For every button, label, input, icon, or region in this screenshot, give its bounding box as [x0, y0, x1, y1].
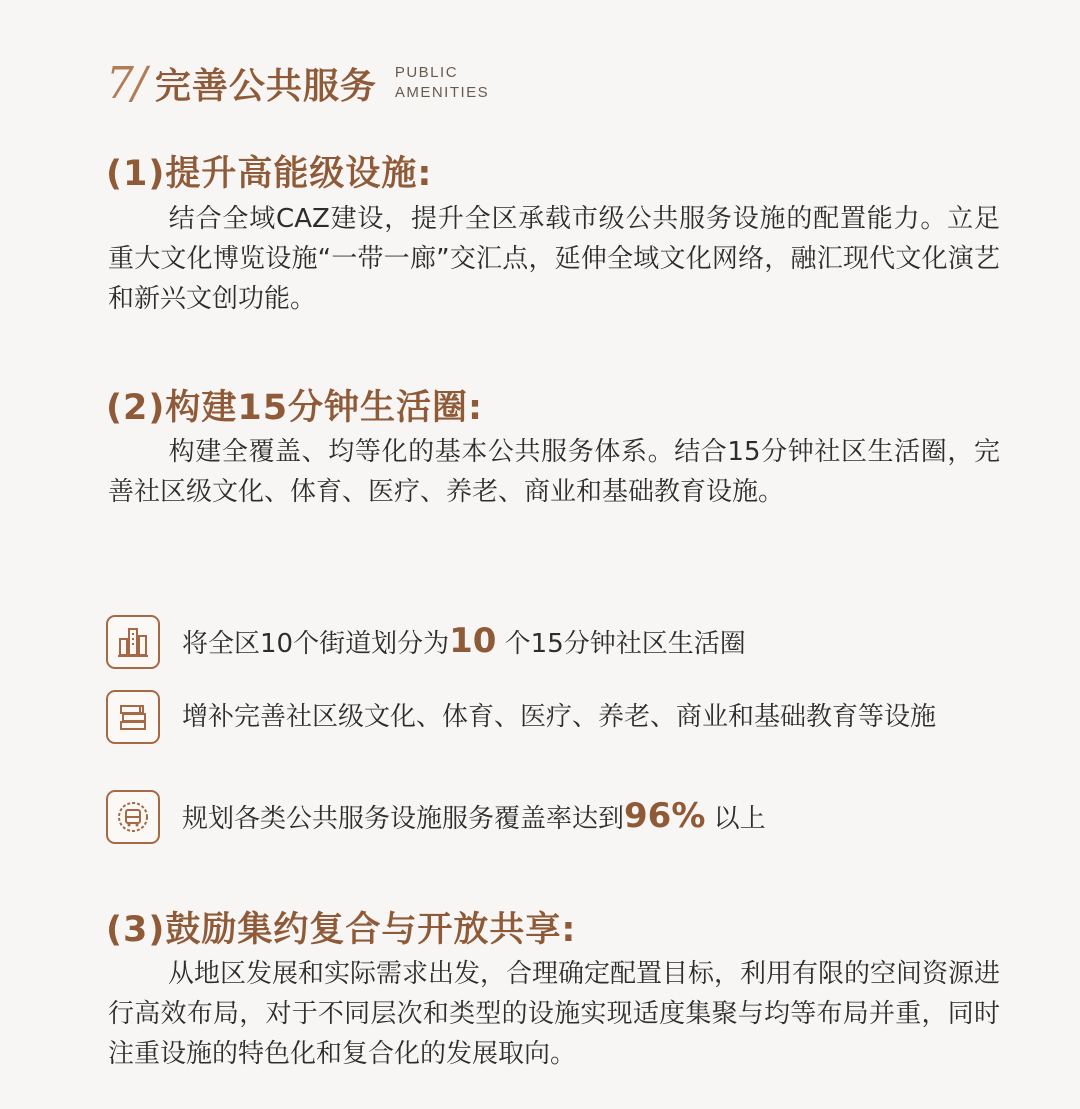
bullet-item-facilities — [106, 690, 1006, 744]
subsection-1-body — [108, 199, 1000, 319]
subsection-3-text: 从地区发展和实际需求出发，合理确定配置目标，利用有限的空间资源进行高效布局，对于不同层次和类型的设施实现适度集聚与均等布局并重，同时注重设施的特色化和复合化的发展取向。 — [108, 959, 1001, 1069]
subsection-3-body — [108, 954, 1000, 1074]
english-line-2: AMENITIES — [394, 84, 490, 101]
section-title-english — [395, 63, 489, 103]
bullet-text — [182, 795, 766, 837]
section-title: 完善公共服务 — [154, 65, 377, 107]
subsection-2-body — [108, 432, 1000, 512]
section-header — [106, 58, 489, 108]
english-line-1: PUBLIC — [394, 64, 459, 81]
highlight-percent: 96% — [624, 795, 706, 836]
bullet-text-post: 个15分钟社区生活圈 — [496, 628, 746, 659]
bullet-item-coverage — [106, 790, 1006, 844]
subsection-3-heading: (3)鼓励集约复合与开放共享: — [106, 910, 577, 950]
books-icon — [106, 690, 160, 744]
subsection-2-heading: (2)构建15分钟生活圈: — [106, 388, 484, 428]
section-number: 7/ — [106, 57, 145, 109]
subsection-2-text: 构建全覆盖、均等化的基本公共服务体系。结合15分钟社区生活圈，完善社区级文化、体育、医疗、养老、商业和基础教育设施。 — [108, 437, 1000, 507]
bullet-text-pre: 规划各类公共服务设施服务覆盖率达到 — [182, 803, 625, 834]
bullet-text-post: 以上 — [705, 803, 766, 834]
highlight-number: 10 — [449, 620, 497, 661]
subsection-1-text: 结合全域CAZ建设，提升全区承载市级公共服务设施的配置能力。立足重大文化博览设施“一带一廊”交汇点，延伸全域文化网络，融汇现代文化演艺和新兴文创功能。 — [108, 204, 1000, 314]
bullet-text: 增补完善社区级文化、体育、医疗、养老、商业和基础教育等设施 — [182, 702, 937, 732]
bullet-text — [182, 620, 746, 662]
bullet-item-districts — [106, 615, 1006, 669]
bullet-text-pre: 将全区10个街道划分为 — [182, 628, 450, 659]
bus-icon — [106, 790, 160, 844]
buildings-icon — [106, 615, 160, 669]
subsection-1-heading: (1)提升高能级设施: — [106, 154, 433, 194]
